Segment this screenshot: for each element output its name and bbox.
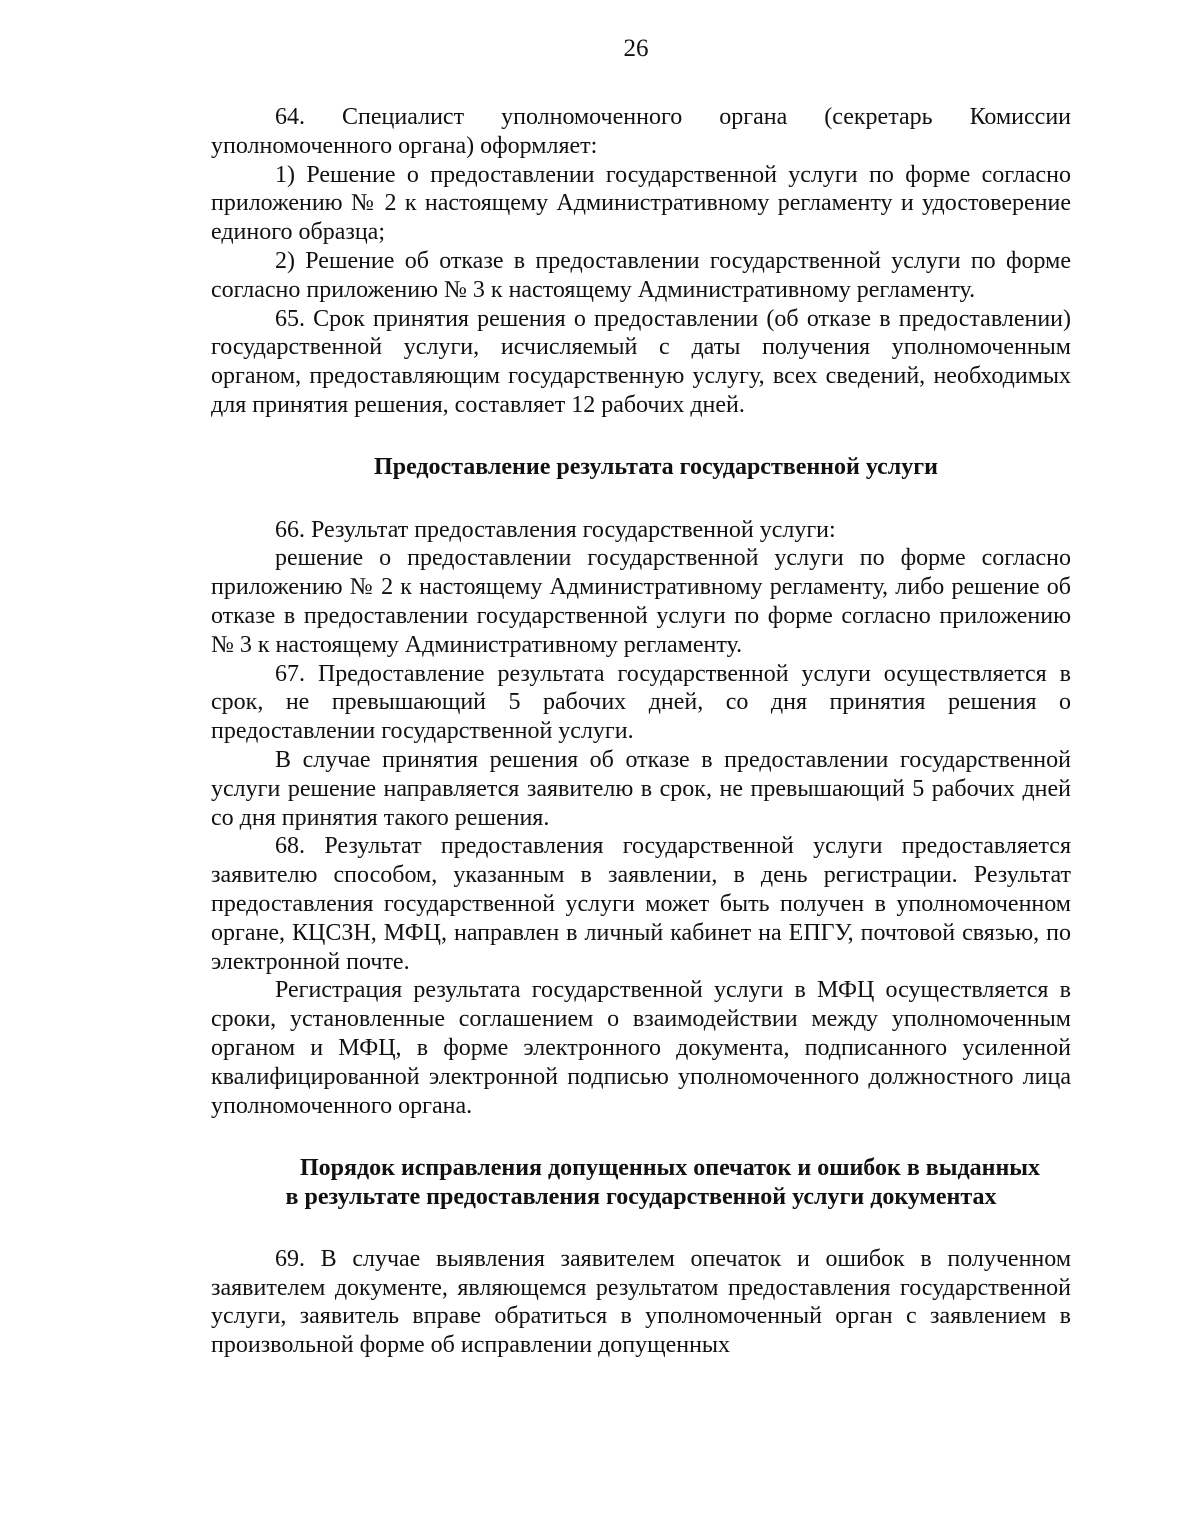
paragraph-64: 64. Специалист уполномоченного органа (секретарь Комиссии уполномоченного органа) оформляет:	[211, 104, 1071, 159]
paragraph-68: 68. Результат предоставления государственной услуги предоставляется заявителю способом, указанным в заявлении, в день регистрации. Результат предоставления государственной услуги может быть получен в уполномоченном органе, КЦСЗН, МФЦ, направлен в личный кабинет на ЕПГУ, почтовой связью, по электронной почте.	[211, 833, 1071, 975]
paragraph-67: 67. Предоставление результата государственной услуги осуществляется в срок, не превышающий 5 рабочих дней, со дня принятия решения о предоставлении государственной услуги.	[211, 660, 1071, 745]
list-item-1: 1) Решение о предоставлении государственной услуги по форме согласно приложению № 2 к настоящему Административному регламенту и удостоверение единого образца;	[211, 161, 1071, 246]
paragraph-69: 69. В случае выявления заявителем опечаток и ошибок в полученном заявителем документе, являющемся результатом предоставления государственной услуги, заявитель вправе обратиться в уполномоченный орган с заявлением в произвольной форме об исправлении допущенных	[211, 1245, 1071, 1359]
page-number: 26	[623, 35, 649, 62]
section-heading-corrections-line-2: в результате предоставления государственной услуги документах	[285, 1184, 997, 1211]
paragraph-66: 66. Результат предоставления государственной услуги:	[275, 516, 836, 543]
section-heading-result: Предоставление результата государственной услуги	[374, 453, 938, 480]
document-body	[211, 103, 1071, 1360]
paragraph-66-text: решение о предоставлении государственной услуги по форме согласно приложению № 2 к настоящему Административному регламенту, либо решение об отказе в предоставлении государственной услуги по форме согласно приложению № 3 к настоящему Административному регламенту.	[211, 545, 1071, 658]
list-item-2: 2) Решение об отказе в предоставлении государственной услуги по форме согласно приложению № 3 к настоящему Административному регламенту.	[211, 247, 1071, 303]
paragraph-65: 65. Срок принятия решения о предоставлении (об отказе в предоставлении) государственной услуги, исчисляемый с даты получения уполномоченным органом, предоставляющим государственную услугу, всех сведений, необходимых для принятия решения, составляет 12 рабочих дней.	[211, 305, 1071, 418]
paragraph-67-refusal: В случае принятия решения об отказе в предоставлении государственной услуги решение направляется заявителю в срок, не превышающий 5 рабочих дней со дня принятия такого решения.	[211, 746, 1071, 831]
section-heading-corrections-line-1: Порядок исправления допущенных опечаток и ошибок в выданных	[299, 1155, 1041, 1182]
section-heading-corrections	[211, 1154, 1071, 1212]
paragraph-68-registration: Регистрация результата государственной услуги в МФЦ осуществляется в сроки, установленные соглашением о взаимодействии между уполномоченным органом и МФЦ, в форме электронного документа, подписанного усиленной квалифицированной электронной подписью уполномоченного должностного лица уполномоченного органа.	[211, 977, 1071, 1119]
